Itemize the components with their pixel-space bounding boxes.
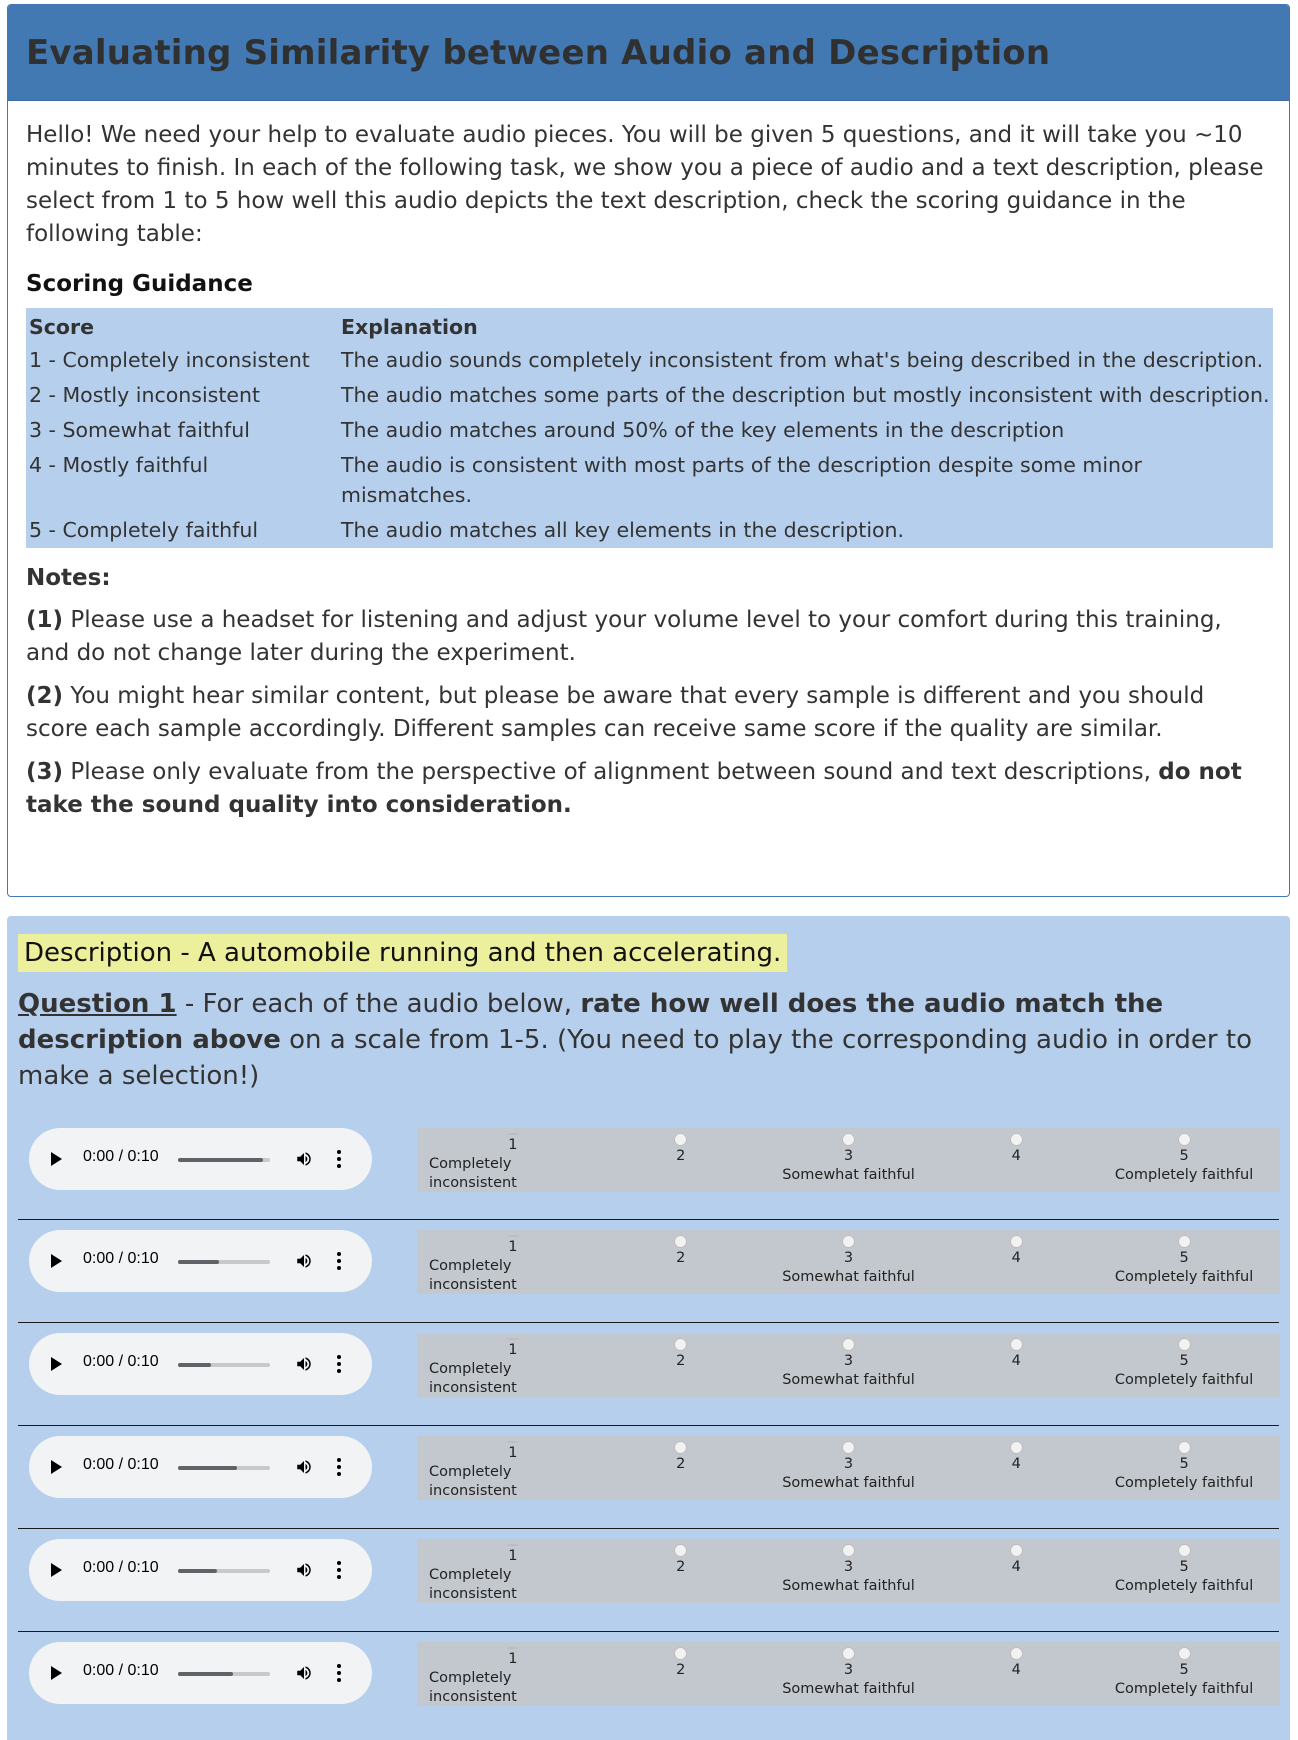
rating-option-3[interactable]: [765, 1642, 933, 1706]
rating-option-5[interactable]: [1100, 1230, 1268, 1294]
panel-body: [8, 101, 1289, 822]
audio-player[interactable]: [29, 1230, 372, 1292]
column-header-explanation: Explanation: [341, 315, 478, 339]
more-vert-icon[interactable]: [337, 1457, 341, 1477]
note-2-label: (2): [26, 683, 64, 709]
audio-progress-track[interactable]: [178, 1158, 270, 1162]
rating-option-4[interactable]: [932, 1333, 1100, 1397]
audio-player[interactable]: [29, 1333, 372, 1395]
rating-radio[interactable]: [842, 1544, 855, 1557]
rating-value: 3: [843, 1148, 854, 1164]
table-row: [26, 343, 1273, 378]
rating-radio[interactable]: [506, 1441, 519, 1443]
score-cell: 3 - Somewhat faithful: [29, 418, 250, 442]
audio-progress-track[interactable]: [178, 1466, 270, 1470]
rating-options: [417, 1642, 1280, 1706]
rating-option-2[interactable]: [597, 1436, 765, 1500]
audio-progress-fill: [178, 1466, 237, 1470]
rating-option-3[interactable]: [765, 1539, 933, 1603]
rating-value: 5: [1179, 1662, 1189, 1678]
audio-progress-track[interactable]: [178, 1363, 270, 1367]
rating-option-1[interactable]: [429, 1436, 597, 1500]
rating-value: 1: [508, 1342, 518, 1358]
note-3-emphasis: do not take the sound quality into consideration.: [26, 759, 1242, 818]
audio-progress-track[interactable]: [178, 1672, 270, 1676]
play-icon[interactable]: [51, 1563, 62, 1577]
rating-option-5[interactable]: [1100, 1642, 1268, 1706]
table-header-row: [26, 308, 1273, 343]
rating-label: Completely faithful: [1114, 1372, 1254, 1388]
note-3-label: (3): [26, 759, 64, 785]
question-prompt: [18, 986, 1279, 1094]
rating-option-1[interactable]: [429, 1539, 597, 1603]
audio-progress-fill: [178, 1672, 233, 1676]
audio-progress-track[interactable]: [178, 1260, 270, 1264]
rating-option-4[interactable]: [932, 1128, 1100, 1192]
audio-time: 0:00 / 0:10: [83, 1559, 159, 1576]
play-icon[interactable]: [51, 1357, 62, 1371]
question-text-a: - For each of the audio below,: [176, 989, 581, 1019]
rating-radio[interactable]: [842, 1441, 855, 1454]
rating-value: 4: [1011, 1662, 1021, 1678]
rating-label: Somewhat faithful: [782, 1269, 915, 1285]
audio-progress-track[interactable]: [178, 1569, 270, 1573]
rating-option-3[interactable]: [765, 1230, 933, 1294]
rating-value: 4: [1011, 1250, 1021, 1266]
rating-options: [417, 1128, 1280, 1192]
description-highlight: Description - A automobile running and then accelerating.: [18, 934, 787, 972]
rating-value: 3: [843, 1559, 854, 1575]
rating-value: 4: [1011, 1456, 1021, 1472]
rating-radio[interactable]: [842, 1647, 855, 1660]
rating-radio[interactable]: [842, 1235, 855, 1248]
rating-value: 5: [1179, 1456, 1189, 1472]
rating-value: 2: [676, 1353, 686, 1369]
rating-radio[interactable]: [506, 1235, 519, 1237]
note-2: [26, 680, 1271, 746]
rating-value: 2: [676, 1148, 686, 1164]
rating-options: [417, 1333, 1280, 1397]
volume-icon[interactable]: [294, 1664, 314, 1682]
score-cell: 4 - Mostly faithful: [29, 453, 209, 477]
rating-radio[interactable]: [1178, 1441, 1191, 1454]
rating-radio[interactable]: [506, 1338, 519, 1340]
more-vert-icon[interactable]: [337, 1149, 341, 1169]
rating-value: 4: [1011, 1353, 1021, 1369]
rating-option-2[interactable]: [597, 1230, 765, 1294]
note-3: [26, 756, 1271, 822]
rating-value: 1: [508, 1445, 518, 1461]
audio-time: 0:00 / 0:10: [83, 1456, 159, 1473]
volume-icon[interactable]: [294, 1458, 314, 1476]
rating-radio[interactable]: [506, 1544, 519, 1546]
rating-label: Completely inconsistent: [429, 1670, 517, 1705]
guidance-title: Scoring Guidance: [26, 271, 253, 297]
question-number: Question 1: [18, 989, 177, 1019]
audio-player[interactable]: [29, 1642, 372, 1704]
rating-radio[interactable]: [674, 1235, 687, 1248]
rating-option-5[interactable]: [1100, 1333, 1268, 1397]
audio-progress-fill: [178, 1363, 211, 1367]
audio-rating-list: [18, 1128, 1279, 1734]
audio-time: 0:00 / 0:10: [83, 1662, 159, 1679]
column-header-score: Score: [29, 315, 95, 339]
audio-progress-fill: [178, 1569, 217, 1573]
rating-option-1[interactable]: [429, 1128, 597, 1192]
volume-icon[interactable]: [294, 1561, 314, 1579]
rating-label: Completely inconsistent: [429, 1567, 517, 1602]
play-icon[interactable]: [51, 1666, 62, 1680]
rating-value: 1: [508, 1239, 518, 1255]
audio-time: 0:00 / 0:10: [83, 1250, 159, 1267]
note-1-text: Please use a headset for listening and adjust your volume level to your comfort during this training, and do not change later during the experiment.: [26, 607, 1222, 666]
explanation-cell: The audio sounds completely inconsistent from what's being described in the description.: [341, 348, 1264, 372]
rating-option-5[interactable]: [1100, 1436, 1268, 1500]
rating-option-4[interactable]: [932, 1642, 1100, 1706]
rating-option-1[interactable]: [429, 1642, 597, 1706]
rating-options: [417, 1230, 1280, 1294]
rating-option-2[interactable]: [597, 1333, 765, 1397]
panel-header: [8, 5, 1289, 101]
rating-label: Somewhat faithful: [782, 1372, 915, 1388]
rating-label: Completely faithful: [1114, 1578, 1254, 1594]
scoring-guidance-table: [26, 308, 1273, 548]
rating-value: 1: [508, 1137, 518, 1153]
table-row: [26, 513, 1273, 548]
rating-radio[interactable]: [1178, 1338, 1191, 1351]
rating-radio[interactable]: [1010, 1647, 1023, 1660]
rating-label: Completely faithful: [1114, 1681, 1254, 1697]
rating-value: 4: [1011, 1148, 1021, 1164]
rating-radio[interactable]: [674, 1544, 687, 1557]
more-vert-icon[interactable]: [337, 1251, 341, 1271]
explanation-cell: The audio is consistent with most parts of the description despite some minor mismatches.: [341, 453, 1142, 507]
rating-option-3[interactable]: [765, 1128, 933, 1192]
rating-label: Completely inconsistent: [429, 1258, 517, 1293]
rating-value: 5: [1179, 1353, 1189, 1369]
note-1-label: (1): [26, 607, 64, 633]
question-text-bold: rate how well does the audio match the description above: [18, 989, 1164, 1055]
audio-player[interactable]: [29, 1436, 372, 1498]
explanation-cell: The audio matches some parts of the description but mostly inconsistent with description.: [341, 383, 1270, 407]
rating-option-5[interactable]: [1100, 1539, 1268, 1603]
notes-title: Notes:: [26, 565, 111, 591]
note-1: [26, 604, 1271, 670]
rating-options: [417, 1436, 1280, 1500]
rating-radio[interactable]: [842, 1338, 855, 1351]
rating-value: 5: [1179, 1559, 1189, 1575]
question-text-b: on a scale from 1-5. (You need to play the corresponding audio in order to make a selection!): [18, 1025, 1252, 1091]
audio-progress-fill: [178, 1260, 219, 1264]
play-icon[interactable]: [51, 1152, 62, 1166]
audio-rating-row: [18, 1631, 1279, 1734]
explanation-cell: The audio matches around 50% of the key elements in the description: [341, 418, 1065, 442]
rating-option-3[interactable]: [765, 1436, 933, 1500]
audio-player[interactable]: [29, 1128, 372, 1190]
note-3-text: Please only evaluate from the perspective of alignment between sound and text descriptions,: [63, 759, 1159, 785]
rating-option-4[interactable]: [932, 1230, 1100, 1294]
rating-value: 5: [1179, 1148, 1189, 1164]
rating-option-1[interactable]: [429, 1333, 597, 1397]
rating-option-2[interactable]: [597, 1539, 765, 1603]
rating-label: Somewhat faithful: [782, 1167, 915, 1183]
rating-radio[interactable]: [1178, 1235, 1191, 1248]
rating-value: 2: [676, 1250, 686, 1266]
rating-radio[interactable]: [1010, 1544, 1023, 1557]
rating-label: Completely faithful: [1114, 1167, 1254, 1183]
rating-radio[interactable]: [674, 1647, 687, 1660]
play-icon[interactable]: [51, 1254, 62, 1268]
rating-label: Somewhat faithful: [782, 1578, 915, 1594]
volume-icon[interactable]: [294, 1252, 314, 1270]
rating-radio[interactable]: [1178, 1544, 1191, 1557]
more-vert-icon[interactable]: [337, 1663, 341, 1683]
rating-label: Completely faithful: [1114, 1475, 1254, 1491]
table-row: [26, 413, 1273, 448]
rating-value: 1: [508, 1651, 518, 1667]
rating-option-2[interactable]: [597, 1642, 765, 1706]
rating-label: Completely inconsistent: [429, 1156, 517, 1191]
intro-text: Hello! We need your help to evaluate audio pieces. You will be given 5 questions, and it will take you ~10 minutes to finish. In each of the following task, we show you a piece of audio and a text description, please select from 1 to 5 how well this audio depicts the text description, check the scoring guidance in the following table:: [26, 122, 1264, 247]
rating-option-4[interactable]: [932, 1539, 1100, 1603]
score-cell: 1 - Completely inconsistent: [29, 348, 310, 372]
play-icon[interactable]: [51, 1460, 62, 1474]
question-area: [7, 916, 1290, 1740]
rating-radio[interactable]: [1010, 1441, 1023, 1454]
rating-radio[interactable]: [1178, 1133, 1191, 1146]
rating-radio[interactable]: [1178, 1647, 1191, 1660]
explanation-cell: The audio matches all key elements in the description.: [341, 518, 905, 542]
instructions-panel: [7, 4, 1290, 897]
rating-radio[interactable]: [674, 1441, 687, 1454]
rating-options: [417, 1539, 1280, 1603]
audio-rating-row: [18, 1322, 1279, 1425]
rating-label: Somewhat faithful: [782, 1681, 915, 1697]
audio-time: 0:00 / 0:10: [83, 1353, 159, 1370]
rating-radio[interactable]: [1010, 1338, 1023, 1351]
rating-option-1[interactable]: [429, 1230, 597, 1294]
table-row: [26, 448, 1273, 513]
audio-rating-row: [18, 1528, 1279, 1631]
rating-radio[interactable]: [674, 1338, 687, 1351]
rating-option-3[interactable]: [765, 1333, 933, 1397]
score-cell: 2 - Mostly inconsistent: [29, 383, 260, 407]
rating-option-5[interactable]: [1100, 1128, 1268, 1192]
audio-rating-row: [18, 1219, 1279, 1322]
note-2-text: You might hear similar content, but please be aware that every sample is different and you should score each sample accordingly. Different samples can receive same score if the quality are similar.: [26, 683, 1205, 742]
rating-radio[interactable]: [1010, 1235, 1023, 1248]
rating-value: 3: [843, 1353, 854, 1369]
rating-radio[interactable]: [1010, 1133, 1023, 1146]
audio-time: 0:00 / 0:10: [83, 1148, 159, 1165]
rating-value: 3: [843, 1456, 854, 1472]
volume-icon[interactable]: [294, 1150, 314, 1168]
table-row: [26, 378, 1273, 413]
rating-label: Completely faithful: [1114, 1269, 1254, 1285]
rating-value: 5: [1179, 1250, 1189, 1266]
rating-label: Completely inconsistent: [429, 1361, 517, 1396]
rating-radio[interactable]: [506, 1133, 519, 1135]
audio-rating-row: [18, 1128, 1279, 1219]
audio-progress-fill: [178, 1158, 263, 1162]
rating-value: 1: [508, 1548, 518, 1564]
audio-rating-row: [18, 1425, 1279, 1528]
rating-option-2[interactable]: [597, 1128, 765, 1192]
volume-icon[interactable]: [294, 1355, 314, 1373]
rating-radio[interactable]: [506, 1647, 519, 1649]
rating-value: 3: [843, 1250, 854, 1266]
rating-radio[interactable]: [842, 1133, 855, 1146]
audio-player[interactable]: [29, 1539, 372, 1601]
page-title: Evaluating Similarity between Audio and Description: [26, 32, 1051, 73]
more-vert-icon[interactable]: [337, 1560, 341, 1580]
rating-option-4[interactable]: [932, 1436, 1100, 1500]
rating-value: 2: [676, 1662, 686, 1678]
rating-radio[interactable]: [674, 1133, 687, 1146]
score-cell: 5 - Completely faithful: [29, 518, 259, 542]
rating-value: 2: [676, 1559, 686, 1575]
more-vert-icon[interactable]: [337, 1354, 341, 1374]
rating-value: 3: [843, 1662, 854, 1678]
rating-value: 2: [676, 1456, 686, 1472]
rating-label: Completely inconsistent: [429, 1464, 517, 1499]
rating-value: 4: [1011, 1559, 1021, 1575]
rating-label: Somewhat faithful: [782, 1475, 915, 1491]
